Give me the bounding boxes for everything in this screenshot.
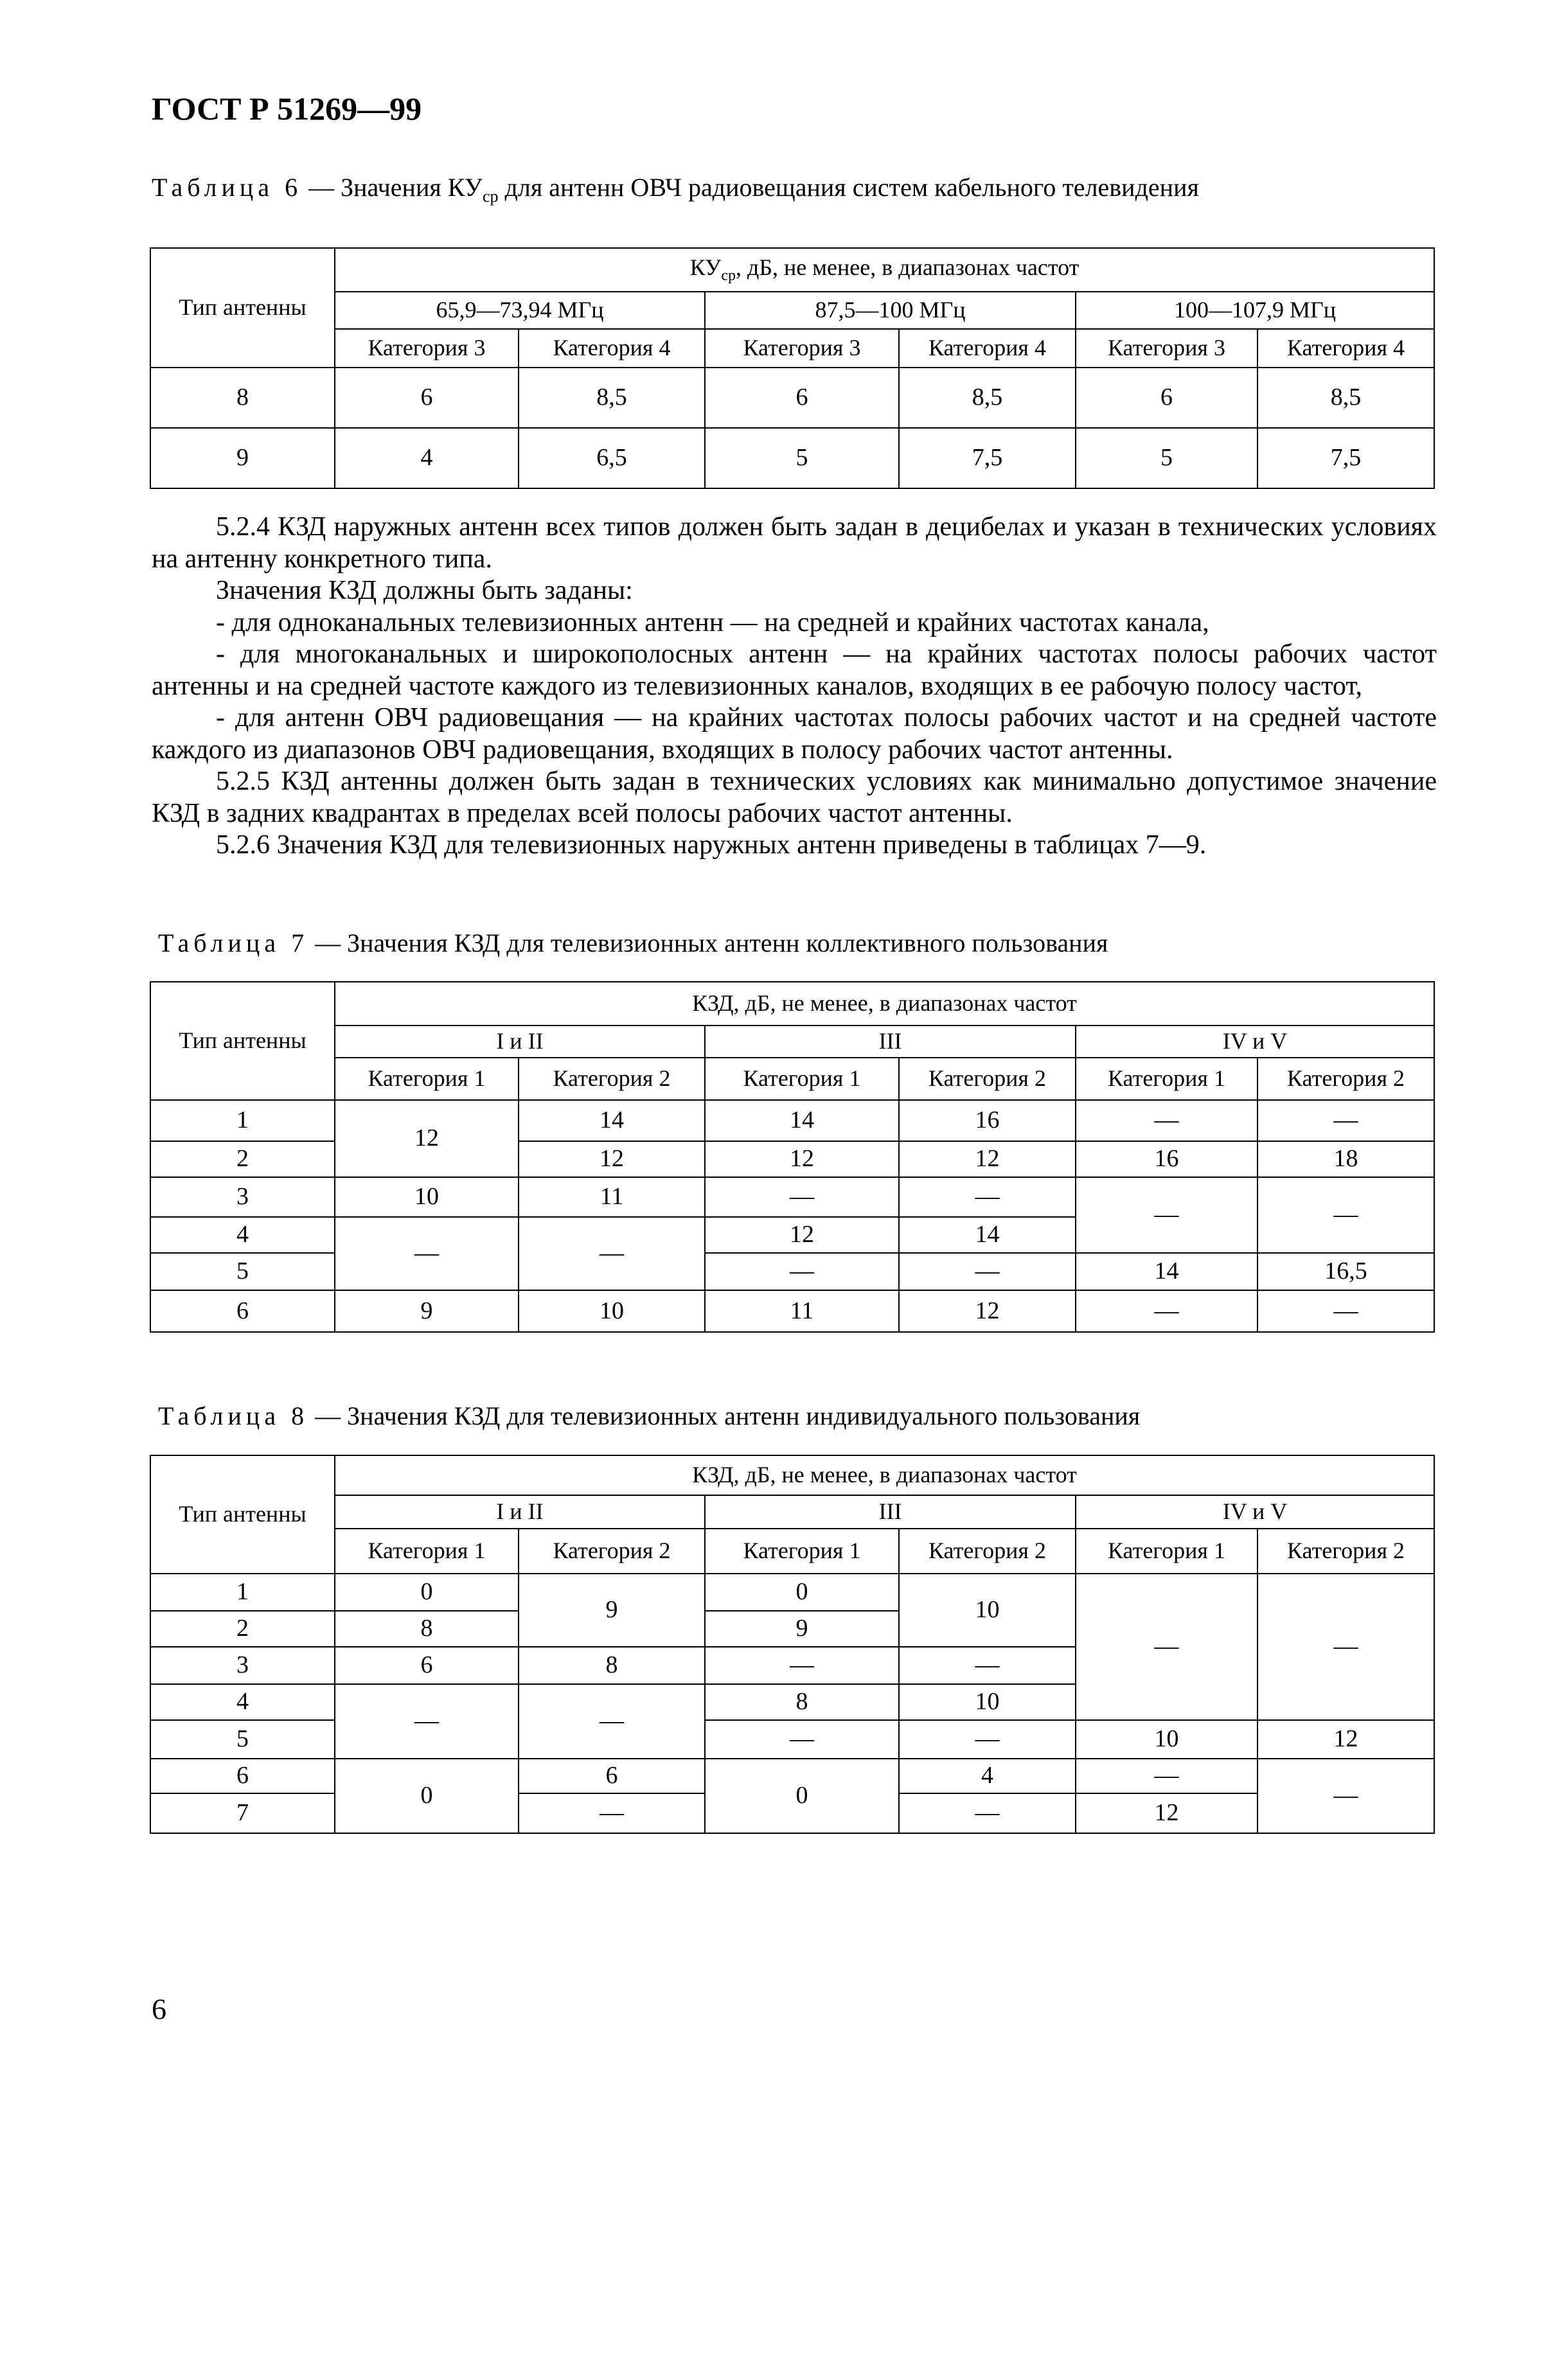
table7-cat: Категория 1 [335,1058,519,1100]
table7-type: 1 [150,1100,335,1141]
table7-cell: 12 [705,1217,899,1253]
table8-cell: — [1076,1759,1257,1793]
table7-cat: Категория 1 [1076,1058,1257,1100]
table8-cat: Категория 1 [1076,1529,1257,1574]
table7-cell: 9 [335,1290,519,1332]
table8-cell: 10 [899,1684,1076,1720]
table7-cell: — [705,1253,899,1290]
table8-header-group: КЗД, дБ, не менее, в диапазонах частот [335,1455,1434,1495]
table6-cell: 8 [150,368,335,428]
table6-caption [152,172,1199,206]
table8-cell: 8 [705,1684,899,1720]
table6-cell: 8,5 [1257,368,1434,428]
table7-cell: — [1076,1290,1257,1332]
paragraph: 5.2.4 КЗД наружных антенн всех типов должен быть задан в децибелах и указан в технических условиях на антенну конкретного типа. [152,512,1437,574]
table-row [150,428,1434,488]
table8-cell: 0 [705,1574,899,1611]
table7-header-group: КЗД, дБ, не менее, в диапазонах частот [335,982,1434,1026]
document-code: ГОСТ Р 51269—99 [152,91,422,127]
table8-cell: 6 [335,1647,519,1684]
table8-cell: 10 [899,1574,1076,1647]
table7-cell: 12 [705,1141,899,1177]
table6-cat: Категория 3 [705,329,899,368]
table8-type: 7 [150,1793,335,1833]
table7-cell: — [1076,1177,1257,1253]
table6-cell: 5 [705,428,899,488]
table7-cell: 14 [705,1100,899,1141]
table6-cell: 8,5 [899,368,1076,428]
table8-cell: 9 [705,1611,899,1647]
table7-cell: 16 [1076,1141,1257,1177]
table6-cell: 6 [1076,368,1257,428]
paragraph: 5.2.6 Значения КЗД для телевизионных наружных антенн приведены в таблицах 7—9. [216,830,1207,860]
table7-cell: 12 [899,1290,1076,1332]
table7-cell: — [705,1177,899,1217]
table8-cell: 0 [335,1759,519,1833]
table6-band-3: 100—107,9 МГц [1076,292,1434,329]
table8-cat: Категория 2 [899,1529,1076,1574]
table7-cell: — [1076,1100,1257,1141]
table8-cat: Категория 2 [519,1529,705,1574]
table7-cat: Категория 2 [899,1058,1076,1100]
table7-header-type: Тип антенны [150,982,335,1100]
table8-cell: 8 [519,1647,705,1684]
table7-cell: 10 [335,1177,519,1217]
table7-cell: 10 [519,1290,705,1332]
table7-cell: — [899,1253,1076,1290]
table8-band-1: I и II [335,1495,705,1529]
table8-band-3: IV и V [1076,1495,1434,1529]
table6-cell: 8,5 [519,368,705,428]
table8-type: 4 [150,1684,335,1720]
table6 [150,247,1435,489]
table6-cell: 4 [335,428,519,488]
table7-cell: 16,5 [1257,1253,1434,1290]
table7-band-1: I и II [335,1026,705,1058]
table8-cat: Категория 1 [335,1529,519,1574]
table7-type: 6 [150,1290,335,1332]
table8-cell: — [519,1684,705,1759]
table-row [150,368,1434,428]
table-row [150,1100,1434,1141]
table8-title: — Значения КЗД для телевизионных антенн индивидуального пользования [308,1401,1141,1430]
table7-cell: — [1257,1100,1434,1141]
table6-cat: Категория 4 [899,329,1076,368]
table6-cell: 9 [150,428,335,488]
table6-cat: Категория 4 [519,329,705,368]
table8-caption [158,1401,1140,1431]
table7-cell: 12 [335,1100,519,1177]
table8-type: 5 [150,1720,335,1759]
paragraph: 5.2.5 КЗД антенны должен быть задан в технических условиях как минимально допустимое значение КЗД в задних квадрантах в пределах всей полосы рабочих частот антенны. [152,767,1437,828]
table8-cell: 12 [1257,1720,1434,1759]
table6-cell: 6 [335,368,519,428]
table6-cell: 5 [1076,428,1257,488]
table7-caption [158,928,1108,958]
table7 [150,981,1435,1333]
table7-cell: 14 [519,1100,705,1141]
table7-cell: — [1257,1290,1434,1332]
table7-cell: 11 [519,1177,705,1217]
table-row [150,1759,1434,1793]
table8-cell: 8 [335,1611,519,1647]
table7-cell: — [1257,1177,1434,1253]
table8-band-2: III [705,1495,1076,1529]
table8 [150,1455,1435,1834]
table7-type: 4 [150,1217,335,1253]
table6-cell: 6 [705,368,899,428]
table8-type: 2 [150,1611,335,1647]
table6-header-group: $КУ_{ср}$, дБ, не менее, в диапазонах частот [335,248,1434,292]
table8-cell: 6 [519,1759,705,1793]
table7-cell: 18 [1257,1141,1434,1177]
table8-cell: — [1257,1574,1434,1720]
paragraph: Значения КЗД должны быть заданы: [216,576,633,605]
table6-band-1: 65,9—73,94 МГц [335,292,705,329]
table7-cell: 16 [899,1100,1076,1141]
table8-cell: — [1076,1574,1257,1720]
table8-cat: Категория 1 [705,1529,899,1574]
table-row [150,1574,1434,1611]
table7-type: 5 [150,1253,335,1290]
paragraph: - для многоканальных и широкополосных антенн — на крайних частотах полосы рабочих частот антенны и на средней частоте каждого из телевизионных каналов, входящих в ее рабочую полосу частот, [152,639,1437,701]
table7-cat: Категория 1 [705,1058,899,1100]
table8-cell: — [519,1793,705,1833]
table8-type: 1 [150,1574,335,1611]
body-text [152,511,1437,862]
table7-cell: 12 [899,1141,1076,1177]
table6-band-2: 87,5—100 МГц [705,292,1076,329]
table7-cell: 14 [1076,1253,1257,1290]
table7-cell: 11 [705,1290,899,1332]
table8-cell: 4 [899,1759,1076,1793]
table-row [150,1177,1434,1217]
table7-cell: — [519,1217,705,1290]
table8-cell: 0 [705,1759,899,1833]
table7-cell: 14 [899,1217,1076,1253]
table8-cat: Категория 2 [1257,1529,1434,1574]
table8-cell: — [899,1793,1076,1833]
table8-label: Таблица 8 [158,1401,309,1430]
table6-label: Таблица 6 [152,173,303,202]
table8-type: 6 [150,1759,335,1793]
table6-title-pre: — Значения КУ [302,173,483,202]
table6-cell: 7,5 [1257,428,1434,488]
paragraph: - для одноканальных телевизионных антенн — на средней и крайних частотах канала, [216,607,1209,637]
table8-cell: — [899,1720,1076,1759]
table6-cell: 7,5 [899,428,1076,488]
table7-label: Таблица 7 [158,928,309,957]
table6-cat: Категория 3 [335,329,519,368]
table7-cell: 12 [519,1141,705,1177]
table7-type: 3 [150,1177,335,1217]
table7-title: — Значения КЗД для телевизионных антенн коллективного пользования [308,928,1108,957]
table7-cell: — [335,1217,519,1290]
table-row [150,1290,1434,1332]
table8-cell: — [1257,1759,1434,1833]
table8-cell: 10 [1076,1720,1257,1759]
table7-cat: Категория 2 [519,1058,705,1100]
table6-cat: Категория 3 [1076,329,1257,368]
table8-cell: 9 [519,1574,705,1647]
table7-cat: Категория 2 [1257,1058,1434,1100]
table6-cell: 6,5 [519,428,705,488]
table8-cell: — [899,1647,1076,1684]
table8-type: 3 [150,1647,335,1684]
table7-band-3: IV и V [1076,1026,1434,1058]
table8-cell: 0 [335,1574,519,1611]
page-number: 6 [152,1993,166,2025]
table7-cell: — [899,1177,1076,1217]
table6-cat: Категория 4 [1257,329,1434,368]
table8-cell: — [705,1647,899,1684]
table8-header-type: Тип антенны [150,1455,335,1574]
table6-title-sub: ср [482,187,499,206]
table8-cell: — [705,1720,899,1759]
table7-type: 2 [150,1141,335,1177]
table7-band-2: III [705,1026,1076,1058]
table8-cell: — [335,1684,519,1759]
paragraph: - для антенн ОВЧ радиовещания — на крайних частотах полосы рабочих частот и на средней частоте каждого из диапазонов ОВЧ радиовещания, входящих в полосу рабочих частот антенны. [152,703,1437,765]
table8-cell: 12 [1076,1793,1257,1833]
table6-header-type: Тип антенны [150,248,335,368]
table6-title-post: для антенн ОВЧ радиовещания систем кабельного телевидения [498,173,1199,202]
